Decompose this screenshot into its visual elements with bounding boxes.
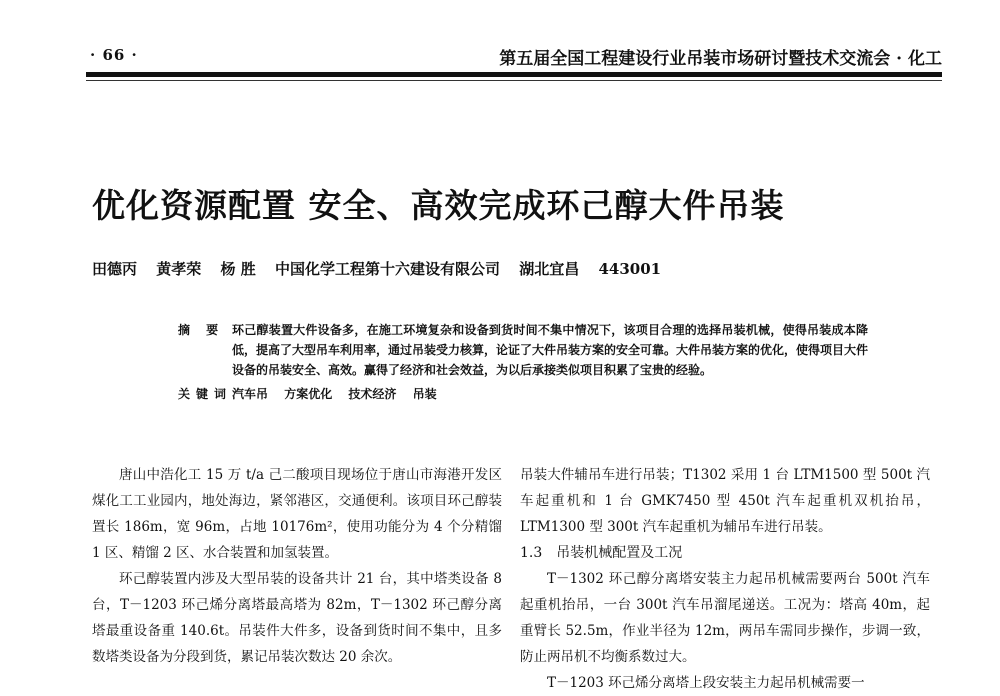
- body-paragraph: 环己醇装置内涉及大型吊装的设备共计 21 台，其中塔类设备 8 台，T－1203 环己烯分离塔最高塔为 82m，T－1302 环己醇分离塔最重设备重 140.6t。吊装件大件多，设备到货时间不集中，且多数塔类设备为分段到货，累记吊装次数达 20 余次。: [92, 571, 502, 665]
- abstract-label: 摘 要: [178, 323, 225, 337]
- location: 湖北宜昌: [519, 260, 580, 278]
- body-paragraph: 唐山中浩化工 15 万 t/a 己二酸项目现场位于唐山市海港开发区煤化工工业园内，地处海边，紧邻港区，交通便利。该项目环己醇装置长 186m，宽 96m，占地 10176m²，使用功能分为 4 个分精馏 1 区、精馏 2 区、水合装置和加氢装置。: [92, 467, 502, 561]
- body-left-column: [92, 462, 502, 670]
- header-rule: [86, 72, 942, 77]
- keywords-list: [232, 384, 868, 404]
- keyword: 汽车吊: [232, 387, 269, 401]
- keyword: 吊装: [412, 387, 437, 401]
- running-head: 第五届全国工程建设行业吊装市场研讨暨技术交流会 · 化工: [499, 49, 942, 69]
- body-right-column: [520, 462, 930, 696]
- section-heading: 1.3 吊装机械配置及工况: [520, 545, 683, 561]
- page-number: · 66 ·: [90, 46, 138, 64]
- author-3: 杨 胜: [220, 260, 256, 278]
- abstract-row: [178, 320, 868, 380]
- body-paragraph: T－1302 环己醇分离塔安装主力起吊机械需要两台 500t 汽车起重机抬吊，一台 300t 汽车吊溜尾递送。工况为：塔高 40m，起重臂长 52.5m，作业半径为 12m，两吊车需同步操作，步调一致，防止两吊机不均衡系数过大。: [520, 571, 930, 665]
- article-title: 优化资源配置 安全、高效完成环己醇大件吊装: [92, 186, 785, 225]
- body-paragraph: T－1203 环己烯分离塔上段安装主力起吊机械需要一: [547, 675, 865, 691]
- keyword: 技术经济: [348, 387, 397, 401]
- author-1: 田德丙: [92, 260, 138, 278]
- header-rule-thin: [86, 80, 942, 81]
- keywords-row: [178, 384, 868, 404]
- body-paragraph: 吊装大件辅吊车进行吊装；T1302 采用 1 台 LTM1500 型 500t 汽车起重机和 1 台 GMK7450 型 450t 汽车起重机双机抬吊，LTM1300 型 300t 汽车起重机为辅吊车进行吊装。: [520, 467, 930, 535]
- postcode: 443001: [598, 260, 662, 278]
- abstract-text: 环己醇装置大件设备多，在施工环境复杂和设备到货时间不集中情况下，该项目合理的选择吊装机械，使得吊装成本降低，提高了大型吊车利用率，通过吊装受力核算，论证了大件吊装方案的安全可靠。大件吊装方案的优化，使得项目大件设备的吊装安全、高效。赢得了经济和社会效益，为以后承接类似项目积累了宝贵的经验。: [232, 323, 869, 377]
- byline: [92, 258, 675, 279]
- affiliation: 中国化学工程第十六建设有限公司: [274, 260, 500, 278]
- abstract-block: [178, 320, 868, 404]
- keyword: 方案优化: [284, 387, 333, 401]
- keywords-label: 关键词: [178, 387, 233, 401]
- author-2: 黄孝荣: [156, 260, 202, 278]
